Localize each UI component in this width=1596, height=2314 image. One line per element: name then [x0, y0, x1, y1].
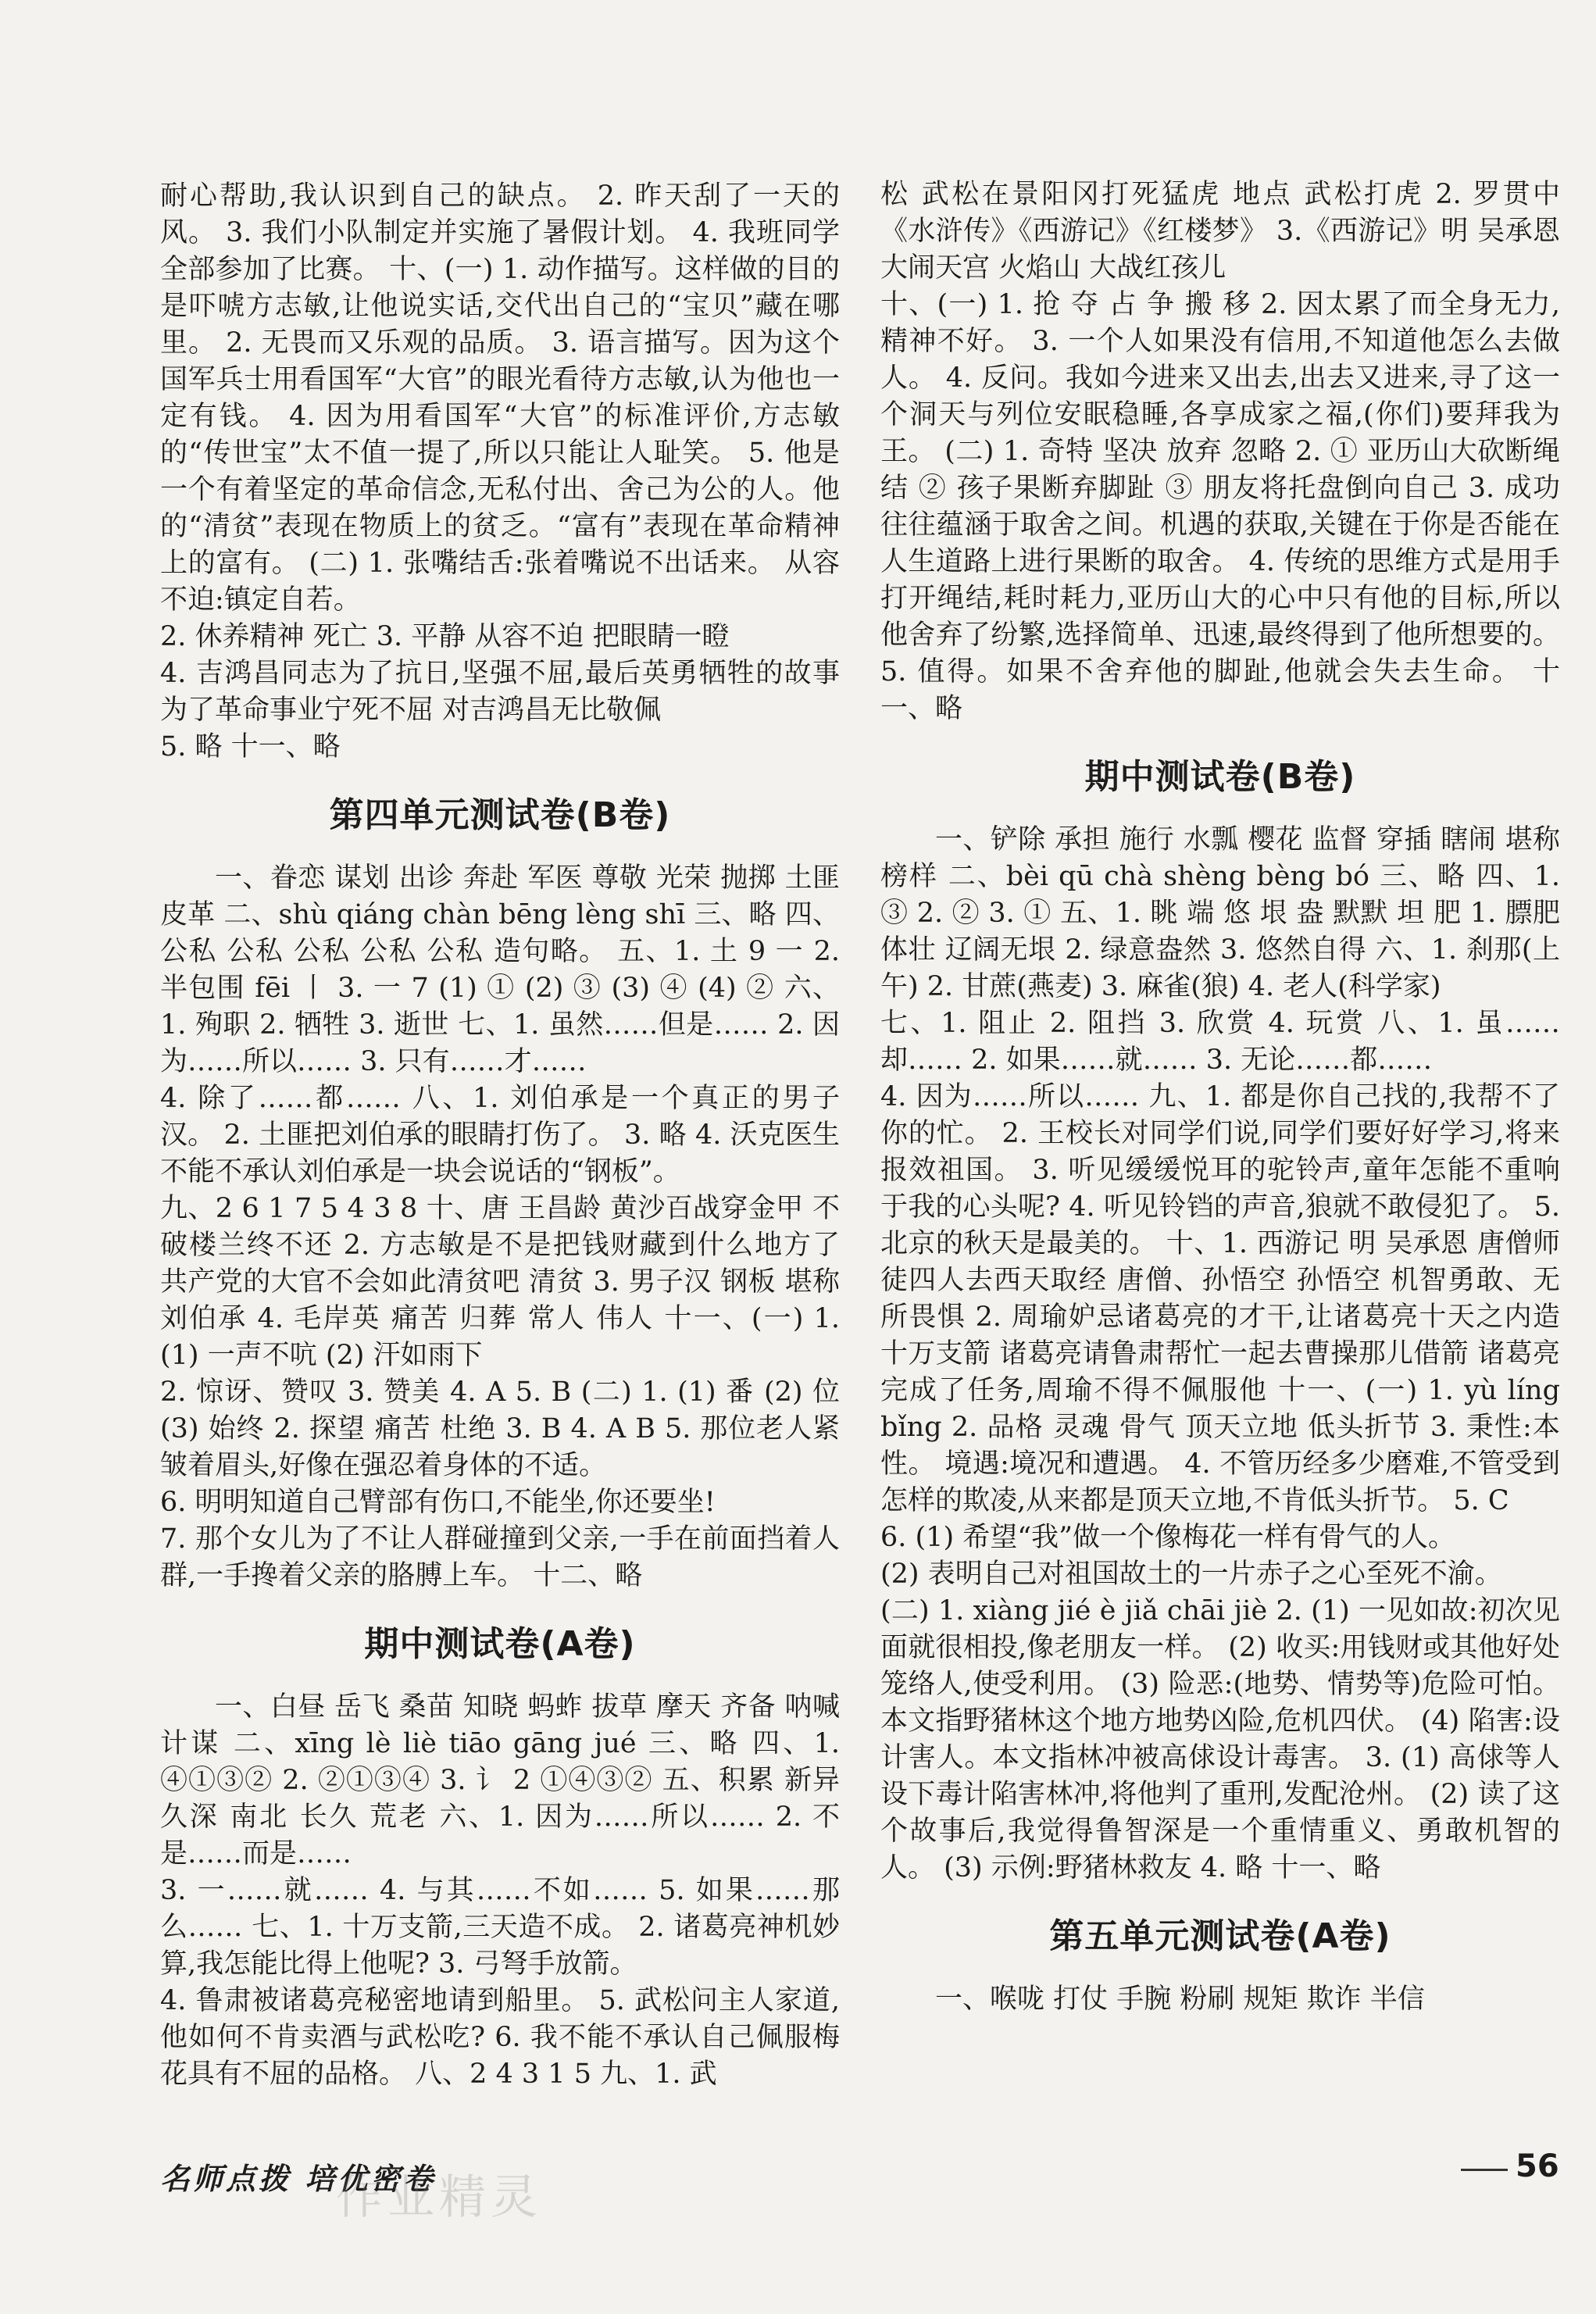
- right-column: [880, 177, 1560, 2018]
- answer-paragraph: (二) 1. xiàng jié è jiǎ chāi jiè 2. (1) 一见如故:初次见面就很相投,像老朋友一样。 (2) 收买:用钱财或其他好处笼络人,使受利用。 (3) 险恶:(地势、情势等)危险可怕。本文指野猪林这个地方地势凶险,危机四伏。 (4) 陷害:设计害人。本文指林冲被高俅设计毒害。 3. (1) 高俅等人设下毒计陷害林冲,将他判了重刑,发配沧州。 (2) 读了这个故事后,我觉得鲁智深是一个重情重义、勇敢机智的人。 (3) 示例:野猪林救友 4. 略 十一、略: [880, 1595, 1560, 1884]
- answer-paragraph: (2) 表明自己对祖国故土的一片赤子之心至死不渝。: [880, 1559, 1502, 1590]
- answer-paragraph: 5. 略 十一、略: [160, 731, 341, 762]
- answer-paragraph: 松 武松在景阳冈打死猛虎 地点 武松打虎 2. 罗贯中 《水浒传》《西游记》《红楼梦》 3.《西游记》明 吴承恩 大闹天宫 火焰山 大战红孩儿: [880, 179, 1560, 284]
- answer-paragraph: 2. 惊讶、赞叹 3. 赞美 4. A 5. B (二) 1. (1) 番 (2) 位 (3) 始终 2. 探望 痛苦 杜绝 3. B 4. A B 5. 那位老人紧皱着眉头,好像在强忍着身体的不适。: [160, 1377, 840, 1481]
- answer-paragraph: 3. 一……就…… 4. 与其……不如…… 5. 如果……那么…… 七、1. 十万支箭,三天造不成。 2. 诸葛亮神机妙算,我怎能比得上他呢? 3. 弓弩手放箭。: [160, 1875, 840, 1980]
- answer-paragraph: 一、眷恋 谋划 出诊 奔赴 军医 尊敬 光荣 抛掷 土匪 皮革 二、shù qiáng chàn bēng lèng shī 三、略 四、公私 公私 公私 公私 公私 造句略。 五、1. 土 9 一 2. 半包围 fēi 丨 3. 一 7 (1) ① (2) ③ (3) ④ (4) ② 六、1. 殉职 2. 牺牲 3. 逝世 七、1. 虽然……但是…… 2. 因为……所以…… 3. 只有……才……: [160, 862, 840, 1077]
- section-heading: 期中测试卷(A卷): [364, 1624, 636, 1664]
- answer-paragraph: 6. 明明知道自己臂部有伤口,不能坐,你还要坐!: [160, 1487, 716, 1518]
- watermark: 作业精灵: [336, 2170, 542, 2225]
- section-heading: 第五单元测试卷(A卷): [1049, 1916, 1391, 1956]
- answer-paragraph: 一、喉咙 打仗 手腕 粉刷 规矩 欺诈 半信: [935, 1984, 1425, 2015]
- answer-paragraph: 2. 休养精神 死亡 3. 平静 从容不迫 把眼睛一瞪: [160, 621, 730, 652]
- answer-paragraph: 4. 除了……都…… 八、1. 刘伯承是一个真正的男子汉。 2. 土匪把刘伯承的眼睛打伤了。 3. 略 4. 沃克医生不能不承认刘伯承是一块会说话的“钢板”。: [160, 1083, 840, 1187]
- answer-paragraph: 4. 因为……所以…… 九、1. 都是你自己找的,我帮不了你的忙。 2. 王校长对同学们说,同学们要好好学习,将来报效祖国。 3. 听见缓缓悦耳的驼铃声,童年怎能不重响于我的心头呢? 4. 听见铃铛的声音,狼就不敢侵犯了。 5. 北京的秋天是最美的。 十、1. 西游记 明 吴承恩 唐僧师徒四人去西天取经 唐僧、孙悟空 孙悟空 机智勇敢、无所畏惧 2. 周瑜妒忌诸葛亮的才干,让诸葛亮十天之内造十万支箭 诸葛亮请鲁肃帮忙一起去曹操那儿借箭 诸葛亮完成了任务,周瑜不得不佩服他 十一、(一) 1. yù líng bǐng 2. 品格 灵魂 骨气 顶天立地 低头折节 3. 秉性:本性。 境遇:境况和遭遇。 4. 不管历经多少磨难,不管受到怎样的欺凌,从来都是顶天立地,不肯低头折节。 5. C: [880, 1081, 1560, 1516]
- answer-paragraph: 7. 那个女儿为了不让人群碰撞到父亲,一手在前面挡着人群,一手搀着父亲的胳膊上车。 十二、略: [160, 1523, 840, 1591]
- answer-paragraph: 九、2 6 1 7 5 4 3 8 十、唐 王昌龄 黄沙百战穿金甲 不破楼兰终不还 2. 方志敏是不是把钱财藏到什么地方了 共产党的大官不会如此清贫吧 清贫 3. 男子汉 钢板 堪称 刘伯承 4. 毛岸英 痛苦 归葬 常人 伟人 十一、(一) 1. (1) 一声不吭 (2) 汗如雨下: [160, 1193, 840, 1371]
- answer-paragraph: 十、(一) 1. 抢 夺 占 争 搬 移 2. 因太累了而全身无力,精神不好。 3. 一个人如果没有信用,不知道他怎么去做人。 4. 反问。我如今进来又出去,出去又进来,寻了这一个洞天与列位安眠稳睡,各享成家之福,(你们)要拜我为王。 (二) 1. 奇特 坚决 放弃 忽略 2. ① 亚历山大砍断绳结 ② 孩子果断弃脚趾 ③ 朋友将托盘倒向自己 3. 成功往往蕴涵于取舍之间。机遇的获取,关键在于你是否能在人生道路上进行果断的取舍。 4. 传统的思维方式是用手打开绳结,耗时耗力,亚历山大的心中只有他的目标,所以他舍弃了纷繁,选择简单、迅速,最终得到了他所想要的。 5. 值得。如果不舍弃他的脚趾,他就会失去生命。 十一、略: [880, 289, 1560, 724]
- footer-brand: 名师点拨 培优密卷: [160, 2161, 437, 2196]
- left-column: [160, 178, 840, 2093]
- section-heading: 期中测试卷(B卷): [1084, 757, 1356, 797]
- page-number: 56: [1516, 2148, 1559, 2184]
- answer-paragraph: 4. 吉鸿昌同志为了抗日,坚强不屈,最后英勇牺牲的故事 为了革命事业宁死不屈 对吉鸿昌无比敬佩: [160, 658, 840, 726]
- answer-paragraph: 一、白昼 岳飞 桑苗 知晓 蚂蚱 拔草 摩天 齐备 呐喊 计谋 二、xīng lè liè tiāo gāng jué 三、略 四、1. ④①③② 2. ②①③④ 3. 讠 2 ①④③② 五、积累 新异 久深 南北 长久 荒老 六、1. 因为……所以…… 2. 不是……而是……: [160, 1691, 840, 1869]
- answer-paragraph: 耐心帮助,我认识到自己的缺点。 2. 昨天刮了一天的风。 3. 我们小队制定并实施了暑假计划。 4. 我班同学全部参加了比赛。 十、(一) 1. 动作描写。这样做的目的是吓唬方志敏,让他说实话,交代出自己的“宝贝”藏在哪里。 2. 无畏而又乐观的品质。 3. 语言描写。因为这个国军兵士用看国军“大官”的眼光看待方志敏,认为他也一定有钱。 4. 因为用看国军“大官”的标准评价,方志敏的“传世宝”太不值一提了,所以只能让人耻笑。 5. 他是一个有着坚定的革命信念,无私付出、舍己为公的人。他的“清贫”表现在物质上的贫乏。“富有”表现在革命精神上的富有。 (二) 1. 张嘴结舌:张着嘴说不出话来。 从容不迫:镇定自若。: [160, 180, 840, 616]
- answer-paragraph: 七、1. 阻止 2. 阻挡 3. 欣赏 4. 玩赏 八、1. 虽……却…… 2. 如果……就…… 3. 无论……都……: [880, 1008, 1560, 1076]
- footer-rule: [1461, 2169, 1508, 2171]
- section-heading: 第四单元测试卷(B卷): [329, 795, 671, 835]
- answer-paragraph: 一、铲除 承担 施行 水瓢 樱花 监督 穿插 瞎闹 堪称 榜样 二、bèi qū chà shèng bèng bó 三、略 四、1. ③ 2. ② 3. ① 五、1. 眺 端 悠 垠 盎 默默 坦 肥 1. 膘肥体壮 辽阔无垠 2. 绿意盎然 3. 悠然自得 六、1. 刹那(上午) 2. 甘蔗(燕麦) 3. 麻雀(狼) 4. 老人(科学家): [880, 824, 1560, 1002]
- answer-paragraph: 4. 鲁肃被诸葛亮秘密地请到船里。 5. 武松问主人家道,他如何不肯卖酒与武松吃? 6. 我不能不承认自己佩服梅花具有不屈的品格。 八、2 4 3 1 5 九、1. 武: [160, 1985, 840, 2090]
- answer-paragraph: 6. (1) 希望“我”做一个像梅花一样有骨气的人。: [880, 1522, 1456, 1553]
